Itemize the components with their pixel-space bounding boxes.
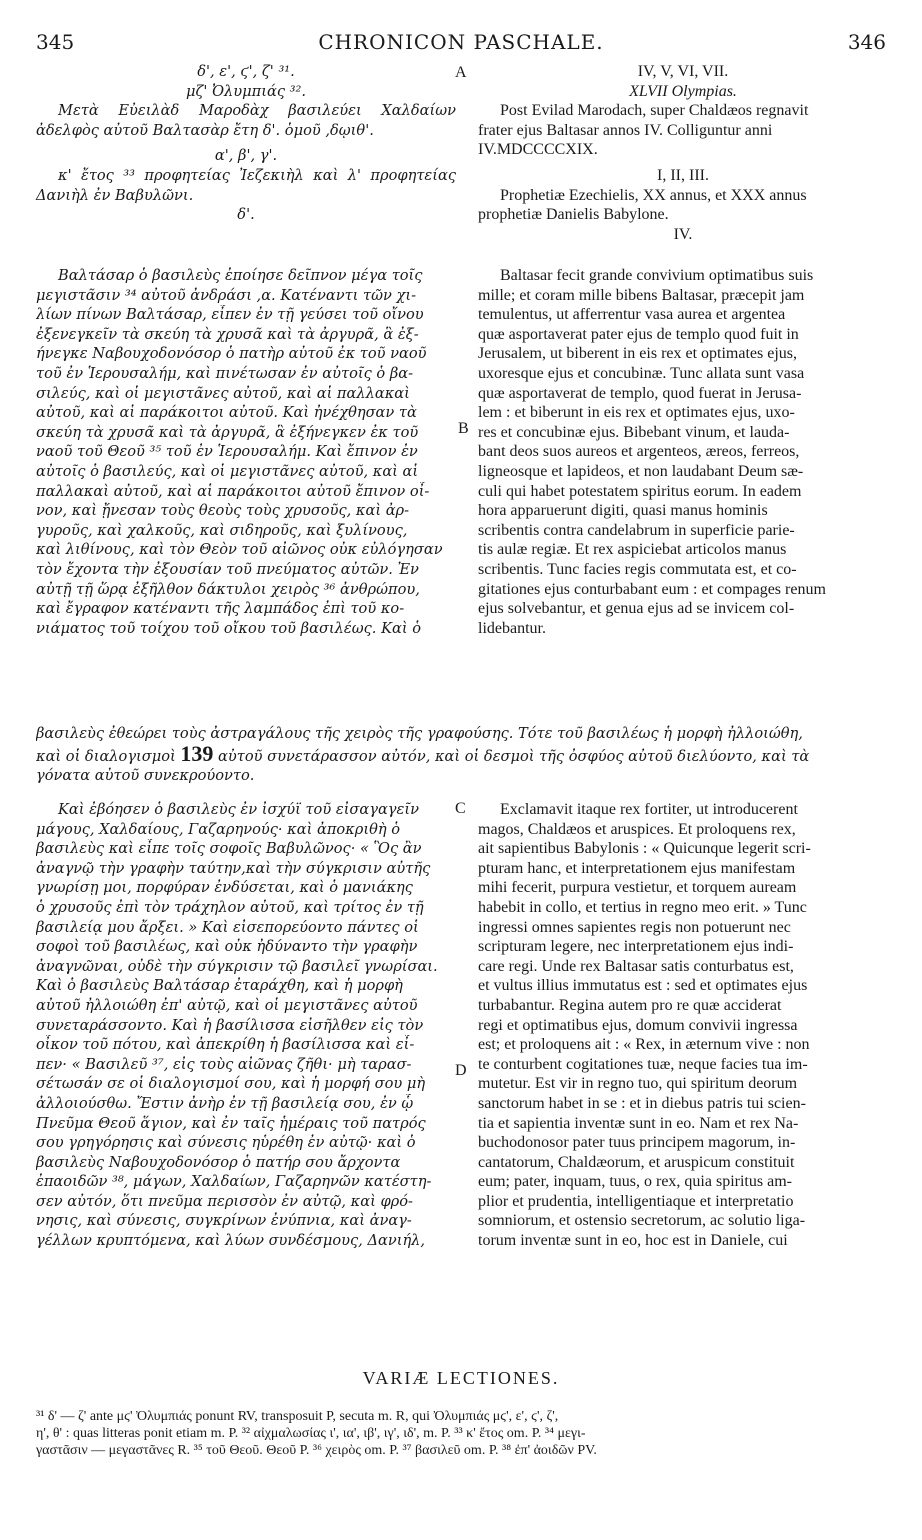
page-number-right: 346 [847, 30, 886, 54]
footnote-line: γαστᾶσιν — μεγαστᾶνες R. ³⁵ τοῦ Θεοῦ. Θεοῦ P. ³⁶ χειρὸς om. P. ³⁷ βασιλεῦ om. P. ³⁸ ἐπ' ἀοιδῶν PV. [36, 1443, 597, 1458]
latin-line: Baltasar fecit grande convivium optimatibus suis [500, 267, 814, 284]
latin-line: ait sapientibus Babylonis : « Quicunque legerit scri- [478, 840, 811, 858]
greek-heading-delta: δ'. [237, 206, 255, 224]
latin-line: tia et sapientia inventæ sunt in eo. Nam et rex Na- [478, 1114, 799, 1132]
greek-line: βασιλεὺς καὶ εἶπε τοῖς σοφοῖς Βαβυλῶνος· « Ὃς ἂν [36, 840, 422, 858]
latin-line: buchodonosor pater tuus principem magorum, in- [478, 1134, 796, 1152]
greek-line: σεν αὐτόν, ὅτι πνεῦμα περισσὸν ἐν αὐτῷ, καὶ φρό- [36, 1192, 413, 1210]
greek-line: ὁ χρυσοῦς ἐπὶ τὸν τράχηλον αὐτοῦ, καὶ τρίτος ἐν τῇ [36, 898, 424, 916]
page-number-left: 345 [36, 30, 75, 54]
running-title: CHRONICON PASCHALE. [318, 30, 604, 54]
greek-line: γνωρίσῃ μοι, πορφύραν ἐνδύσεται, καὶ ὁ μανιάκης [36, 879, 413, 897]
greek-line: Καὶ ὁ βασιλεὺς Βαλτάσαρ ἐταράχθη, καὶ ἡ μορφὴ [36, 977, 403, 995]
greek-line: Καὶ ἐβόησεν ὁ βασιλεὺς ἐν ἰσχύϊ τοῦ εἰσαγαγεῖν [58, 801, 419, 818]
greek-line: καὶ ἔγραφον κατέναντι τῆς λαμπάδος ἐπὶ τοῦ κο- [36, 600, 405, 618]
latin-line: bant deos suos aureos et argenteos, æreos, ferreos, [478, 443, 800, 461]
greek-line: παλλακαὶ αὐτοῦ, καὶ αἱ παράκοιτοι αὐτοῦ ἔπινον οἶ- [36, 482, 430, 500]
margin-marker-b: B [458, 420, 469, 437]
full-width-line-part: καὶ οἱ διαλογισμοὶ [36, 747, 176, 765]
greek-line: ἐξενεγκεῖν τὰ σκεύη τὰ χρυσᾶ καὶ τὰ ἀργυρᾶ, ἃ ἐξ- [36, 325, 419, 343]
greek-column-top [36, 62, 456, 225]
latin-line: scribentis. Tunc facies regis commutata est, et co- [478, 560, 797, 578]
latin-line: regi et optimatibus ejus, domum convivii ingressa [478, 1016, 798, 1034]
latin-line: et vultus illius immutatus est : sed et optimates ejus [478, 977, 808, 995]
latin-line: res et concubinæ ejus. Bibebant vinum, et lauda- [478, 423, 790, 441]
latin-line: scripturam legere, nec interpretationem ejus indi- [478, 938, 794, 956]
latin-line: prophetiæ Danielis Babylone. [478, 206, 669, 224]
greek-line: αὐτοῦ, καὶ αἱ παράκοιτοι αὐτοῦ. Καὶ ἠνέχθησαν τὰ [36, 404, 417, 422]
latin-line: mihi fecerit, purpura vestietur, et torquem auream [478, 879, 797, 897]
variae-lectiones-notes [36, 1408, 888, 1459]
latin-line: est; et proloquens ait : « Rex, in æternum vive : non [478, 1036, 810, 1054]
latin-line: cantatorum, Chaldæorum, et aruspicum constituit [478, 1153, 795, 1171]
greek-line: μεγιστᾶσιν ³⁴ αὐτοῦ ἀνδράσι ,α. Κατέναντι τῶν χι- [36, 286, 417, 304]
greek-line: σοφοὶ τοῦ βασιλέως, καὶ οὐκ ἠδύναντο τὴν γραφὴν [36, 938, 418, 956]
margin-marker-a: A [455, 64, 467, 81]
latin-line: torum inventæ sunt in eo, hoc est in Daniele, cui [478, 1232, 788, 1250]
latin-line: culi qui habet potestatem spiritus eorum. In eadem [478, 482, 802, 500]
latin-line: frater ejus Baltasar annos IV. Colliguntur anni [478, 121, 773, 139]
greek-line: τοῦ ἐν Ἱερουσαλήμ, καὶ πινέτωσαν ἐν αὐτοῖς ὁ βα- [36, 364, 414, 382]
greek-line: τὸν ἔχοντα τὴν ἐξουσίαν τοῦ πνεύματος αὐτῶν. Ἐν [36, 560, 419, 578]
greek-prophecy-text: κ' ἔτος ³³ προφητείας Ἰεζεκιὴλ καὶ λ' προφητείας Δανιὴλ ἐν Βαβυλῶνι. [36, 166, 456, 204]
greek-line: σκεύη τὰ χρυσᾶ καὶ τὰ ἀργυρᾶ, ἃ ἐξήνεγκεν ἐκ τοῦ [36, 423, 419, 441]
greek-column-paragraph-1 [36, 266, 456, 638]
greek-line: ἀναγνῷ τὴν γραφὴν ταύτην,καὶ τὴν σύγκρισιν αὐτῆς [36, 859, 431, 877]
greek-line: Βαλτάσαρ ὁ βασιλεὺς ἐποίησε δεῖπνον μέγα τοῖς [58, 267, 423, 284]
latin-line: quæ asportaverat de templo, quod fuerat in Jerusa- [478, 384, 802, 402]
latin-heading-numerals: IV, V, VI, VII. [637, 63, 729, 80]
greek-line: ήνεγκε Ναβουχοδονόσορ ὁ πατὴρ αὐτοῦ ἐκ τοῦ ναοῦ [36, 345, 427, 363]
latin-line: quæ asportaverat pater ejus de templo quod fuit in [478, 325, 799, 343]
full-width-line: γόνατα αὐτοῦ συνεκρούοντο. [36, 767, 255, 785]
full-width-line: βασιλεὺς ἐθεώρει τοὺς ἀστραγάλους τῆς χειρὸς τῆς γραφούσης. Τότε τοῦ βασιλέως ἡ μορφὴ ἠλλοιώθη, [36, 725, 803, 742]
latin-line: pturam hanc, et interpretationem ejus manifestam [478, 859, 796, 877]
latin-line: somniorum, et ostensio secretorum, ac solutio liga- [478, 1212, 806, 1230]
full-width-text [36, 724, 888, 786]
latin-line: gitationes ejus conturbabant eum : et compages renum [478, 580, 826, 598]
latin-line: plior et prudentia, intelligentiaque et interpretatio [478, 1192, 794, 1210]
latin-heading-numerals-2: I, II, III. [657, 166, 709, 184]
greek-line: νησις, καὶ σύνεσις, συγκρίνων ἐνύπνια, καὶ ἀναγ- [36, 1212, 412, 1230]
greek-line: αὐτῇ τῇ ὥρᾳ ἐξῆλθον δάκτυλοι χειρὸς ³⁶ ἀνθρώπου, [36, 580, 420, 598]
greek-line: ἀλλοιούσθω. Ἔστιν ἀνὴρ ἐν τῇ βασιλείᾳ σου, ἐν ᾧ [36, 1094, 414, 1112]
greek-line: οἶκον τοῦ πότου, καὶ ἀπεκρίθη ἡ βασίλισσα καὶ εἶ- [36, 1036, 415, 1054]
greek-line: πεν· « Βασιλεῦ ³⁷, εἰς τοὺς αἰῶνας ζῆθι· μὴ ταρασ- [36, 1055, 412, 1073]
margin-marker-c: C [455, 800, 466, 817]
greek-line: ναοῦ τοῦ Θεοῦ ³⁵ τοῦ ἐν Ἱερουσαλήμ. Καὶ ἔπινον ἐν [36, 443, 418, 461]
greek-line: ἐπαοιδῶν ³⁸, μάγων, Χαλδαίων, Γαζαρηνῶν κατέστη- [36, 1173, 432, 1191]
latin-line: Jerusalem, ut biberent in eis rex et optimates ejus, [478, 345, 798, 363]
greek-line: σου γρηγόρησις καὶ σύνεσις ηὑρέθη ἐν αὐτῷ· καὶ ὁ [36, 1134, 416, 1152]
latin-line: scribentis contra candelabrum in superficie parie- [478, 521, 795, 539]
greek-line: αὐτοῖς ὁ βασιλεύς, καὶ οἱ μεγιστᾶνες αὐτοῦ, καὶ αἱ [36, 462, 419, 480]
greek-heading-numerals: δ', ε', ϛ', ζ' ³¹. [197, 63, 295, 80]
latin-line: Prophetiæ Ezechielis, XX annus, et XXX annus [500, 186, 807, 204]
greek-line: βασιλεὺς Ναβουχοδονόσορ ὁ πατήρ σου ἄρχοντα [36, 1153, 401, 1171]
latin-line: lem : et biberunt in eis rex et optimates ejus, uxo- [478, 404, 795, 422]
page-marker-number: 139 [180, 743, 214, 766]
latin-line: ejus solvebantur, et genua ejus ad se invicem col- [478, 600, 795, 618]
latin-heading-iv: IV. [673, 225, 693, 243]
latin-heading-olympiad: XLVII Olympias. [629, 82, 737, 100]
variae-lectiones-title: VARIÆ LECTIONES. [362, 1368, 560, 1388]
latin-column-top [478, 62, 888, 244]
greek-line: σέτωσάν σε οἱ διαλογισμοί σου, καὶ ἡ μορφή σου μὴ [36, 1075, 426, 1093]
latin-line: mutetur. Est vir in regno tuo, qui spiritum deorum [478, 1075, 798, 1093]
latin-line: ligneosque et lapideos, et non laudabant Deum sæ- [478, 462, 804, 480]
greek-line: Πνεῦμα Θεοῦ ἅγιον, καὶ ἐν ταῖς ἡμέραις τοῦ πατρός [36, 1114, 426, 1132]
running-header [36, 30, 886, 54]
latin-line: habebit in collo, et tertius in regno meo erit. » Tunc [478, 898, 807, 916]
latin-line: uxoresque ejus et concubinæ. Tunc allata sunt vasa [478, 364, 805, 382]
latin-line: sanctorum habet in se : et in diebus patris tui scien- [478, 1094, 806, 1112]
greek-line: νον, καὶ ᾔνεσαν τοὺς θεοὺς τοὺς χρυσοῦς, καὶ ἀρ- [36, 502, 410, 520]
greek-line: ἀναγνῶναι, οὐδὲ τὴν σύγκρισιν τῷ βασιλεῖ γνωρίσαι. [36, 957, 438, 975]
latin-line: magos, Chaldæos et aruspices. Et proloquens rex, [478, 820, 796, 838]
greek-line: αὐτοῦ ἠλλοιώθη ἐπ' αὐτῷ, καὶ οἱ μεγιστᾶνες αὐτοῦ [36, 996, 418, 1014]
greek-line: λίων πίνων Βαλτάσαρ, εἶπεν ἐν τῇ γεύσει τοῦ οἴνου [36, 306, 424, 324]
greek-line: γέλλων κρυπτόμενα, καὶ λύων συνδέσμους, Δανιήλ, [36, 1232, 426, 1250]
greek-heading-olympiad: μζ' Ὀλυμπιάς ³². [186, 82, 306, 100]
latin-line: te conturbent cogitationes tuæ, neque facies tua im- [478, 1055, 808, 1073]
latin-line: ingressi omnes sapientes regis non potuerunt nec [478, 918, 791, 936]
latin-line: Exclamavit itaque rex fortiter, ut introducerent [500, 801, 798, 818]
latin-line: IV.MDCCCCXIX. [478, 141, 598, 159]
greek-chronology-text: Μετὰ Εὐειλὰδ Μαροδὰχ βασιλεύει Χαλδαίων ἀδελφὸς αὐτοῦ Βαλτασὰρ ἔτη δ'. ὁμοῦ ,δῳιθ'. [36, 102, 456, 139]
latin-column-paragraph-2 [478, 800, 888, 1251]
greek-column-paragraph-2 [36, 800, 456, 1251]
footnote-line: η', θ' : quas litteras ponit etiam m. P. ³² αἰχμαλωσίας ι', ια', ιβ', ιγ', ιδ', m. P. ³³ κ' ἔτος om. P. ³⁴ μεγι- [36, 1426, 586, 1441]
greek-line: γυροῦς, καὶ χαλκοῦς, καὶ σιδηροῦς, καὶ ξυλίνους, [36, 521, 408, 539]
greek-line: καὶ λιθίνους, καὶ τὸν Θεὸν τοῦ αἰῶνος οὐκ εὐλόγησαν [36, 541, 443, 559]
greek-line: συνεταράσσοντο. Καὶ ἡ βασίλισσα εἰσῆλθεν εἰς τὸν [36, 1016, 424, 1034]
full-width-line-part: αὐτοῦ συνετάρασσον αὐτόν, καὶ οἱ δεσμοὶ τῆς ὀσφύος αὐτοῦ διελύοντο, καὶ τὰ [218, 747, 810, 765]
latin-line: Post Evilad Marodach, super Chaldæos regnavit [500, 102, 809, 120]
latin-column-paragraph-1 [478, 266, 888, 638]
greek-line: νιάματος τοῦ τοίχου τοῦ οἴκου τοῦ βασιλέως. Καὶ ὁ [36, 619, 421, 637]
latin-line: temulentus, ut afferrentur vasa aurea et argentea [478, 306, 786, 324]
margin-marker-d: D [455, 1062, 467, 1079]
latin-line: tis aulæ regiæ. Et rex aspiciebat articolos manus [478, 541, 787, 559]
footnote-line: ³¹ δ' — ζ' ante μϛ' Ὀλυμπιάς ponunt RV, transposuit P, secuta m. R, qui Ὀλυμπιάς μϛ', ε', ϛ', ζ', [36, 1409, 559, 1424]
latin-line: lidebantur. [478, 619, 546, 637]
latin-line: hora apparuerunt digiti, quasi manus hominis [478, 502, 768, 520]
full-width-line [36, 744, 888, 767]
greek-line: μάγους, Χαλδαίους, Γαζαρηνούς· καὶ ἀποκριθὴ ὁ [36, 820, 401, 838]
greek-line: βασιλείᾳ μου ἄρξει. » Καὶ εἰσεπορεύοντο πάντες οἱ [36, 918, 419, 936]
greek-heading-numerals-2: α', β', γ'. [214, 147, 278, 165]
latin-line: care regi. Unde rex Baltasar satis conturbatus est, [478, 957, 794, 975]
latin-line: mille; et coram mille bibens Baltasar, præcepit jam [478, 286, 805, 304]
greek-line: σιλεύς, καὶ οἱ μεγιστᾶνες αὐτοῦ, καὶ αἱ παλλακαὶ [36, 384, 410, 402]
latin-line: turbabantur. Regina autem pro re quæ acciderat [478, 996, 782, 1014]
latin-line: eum; pater, inquam, tuus, o rex, quia spiritus am- [478, 1173, 792, 1191]
